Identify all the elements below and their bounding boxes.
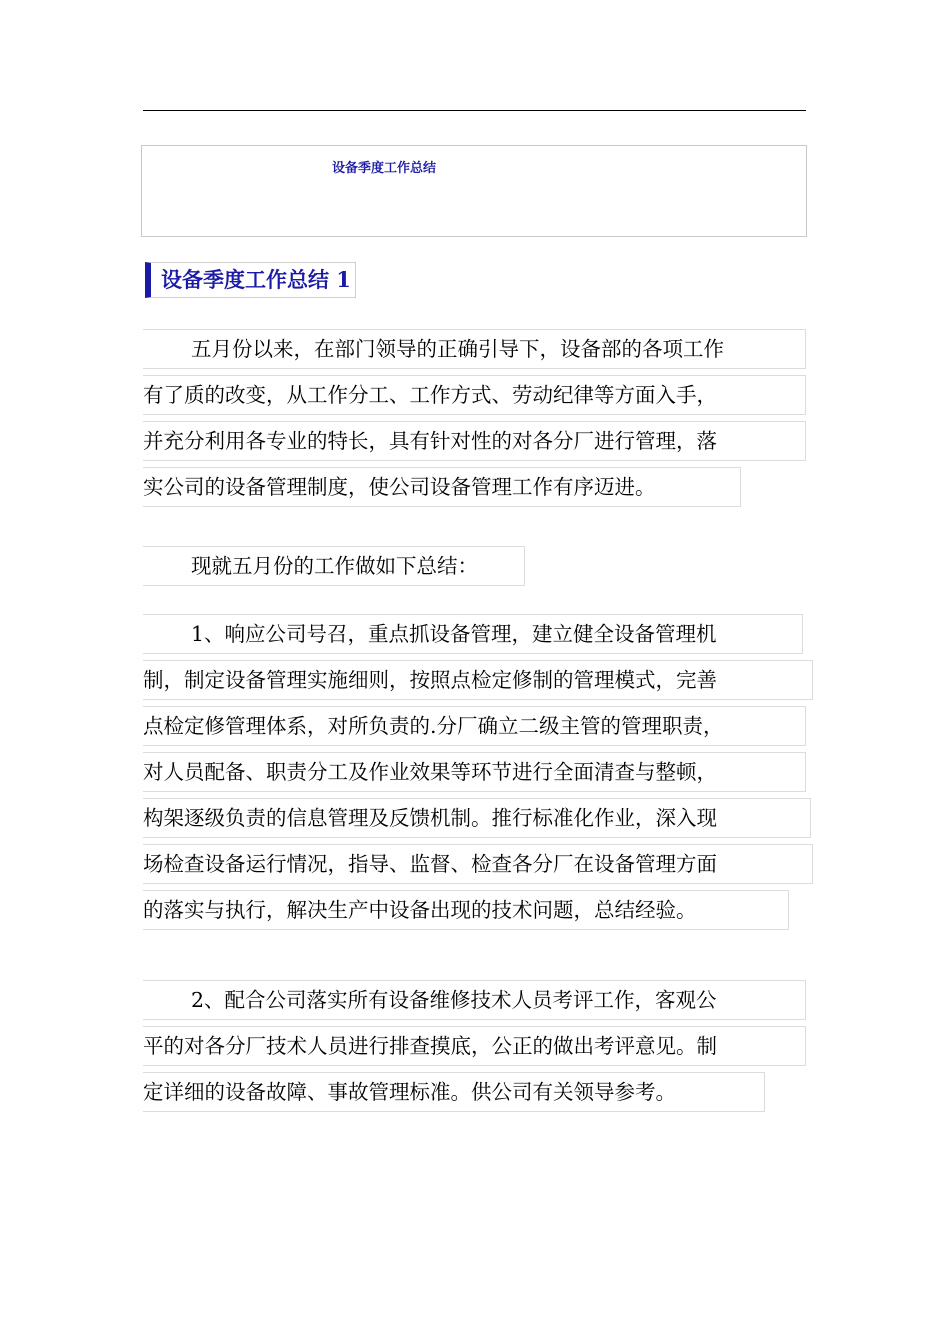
paragraph-line: 制，制定设备管理实施细则，按照点检定修制的管理模式，完善	[143, 660, 813, 700]
paragraph-line: 定详细的设备故障、事故管理标准。供公司有关领导参考。	[143, 1072, 765, 1112]
paragraph-line: 有了质的改变，从工作分工、工作方式、劳动纪律等方面入手，	[143, 375, 806, 415]
paragraph-line: 平的对各分厂技术人员进行排查摸底，公正的做出考评意见。制	[143, 1026, 806, 1066]
header-title: 设备季度工作总结	[332, 161, 437, 176]
paragraph-line: 1、响应公司号召，重点抓设备管理，建立健全设备管理机	[143, 614, 803, 654]
paragraph-line: 场检查设备运行情况，指导、监督、检查各分厂在设备管理方面	[143, 844, 813, 884]
paragraph-line: 点检定修管理体系，对所负责的.分厂确立二级主管的管理职责，	[143, 706, 806, 746]
paragraph-line: 2、配合公司落实所有设备维修技术人员考评工作，客观公	[143, 980, 806, 1020]
paragraph-line: 五月份以来，在部门领导的正确引导下，设备部的各项工作	[143, 329, 806, 369]
top-rule	[143, 110, 806, 111]
header-box	[141, 145, 807, 237]
paragraph-line: 并充分利用各专业的特长，具有针对性的对各分厂进行管理，落	[143, 421, 806, 461]
section-heading: 设备季度工作总结 1	[145, 262, 356, 298]
paragraph-line: 构架逐级负责的信息管理及反馈机制。推行标准化作业，深入现	[143, 798, 811, 838]
paragraph-line: 现就五月份的工作做如下总结：	[143, 546, 525, 586]
paragraph-line: 实公司的设备管理制度，使公司设备管理工作有序迈进。	[143, 467, 741, 507]
paragraph-line: 对人员配备、职责分工及作业效果等环节进行全面清查与整顿，	[143, 752, 806, 792]
paragraph-line: 的落实与执行，解决生产中设备出现的技术问题，总结经验。	[143, 890, 789, 930]
